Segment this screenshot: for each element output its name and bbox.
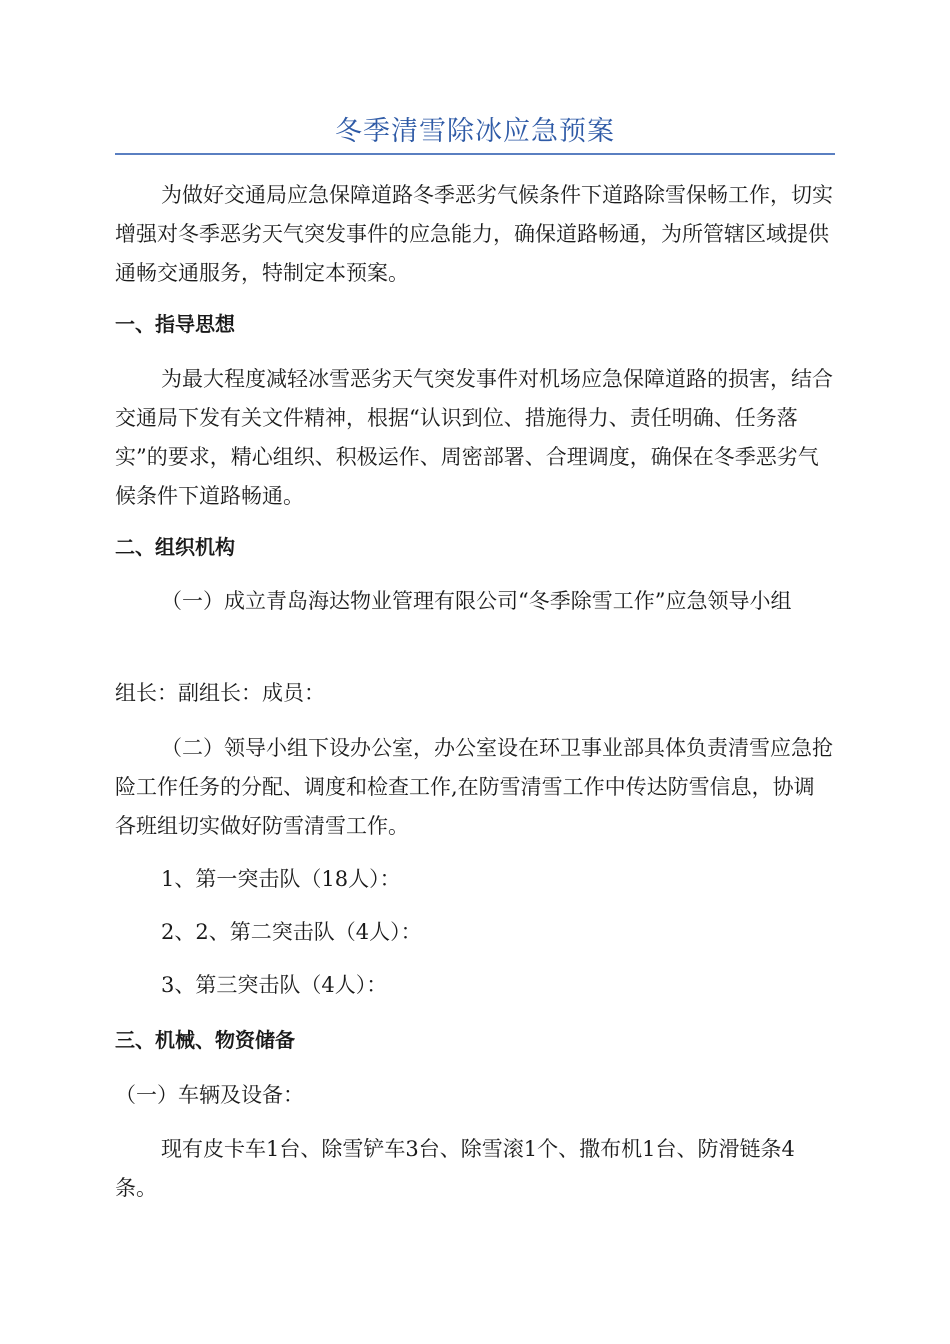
intro-paragraph: 为做好交通局应急保障道路冬季恶劣气候条件下道路除雪保畅工作，切实增强对冬季恶劣天气突发事件的应急能力，确保道路畅通，为所管辖区域提供通畅交通服务，特制定本预案。 — [115, 183, 833, 285]
section-1-heading: 一、指导思想 — [115, 312, 235, 336]
title-underline — [115, 153, 835, 155]
team-3: 3、第三突击队（4人）： — [161, 973, 388, 997]
section-2-item-1: （一）成立青岛海达物业管理有限公司“冬季除雪工作”应急领导小组 — [161, 589, 792, 613]
team-2: 2、2、第二突击队（4人）： — [161, 920, 422, 944]
section-2-heading: 二、组织机构 — [115, 535, 235, 559]
section-3-sub-1: （一）车辆及设备： — [115, 1083, 304, 1107]
section-2-members: 组长：副组长：成员： — [115, 681, 325, 705]
team-1: 1、第一突击队（18人）： — [161, 867, 401, 891]
document-page — [115, 0, 835, 1344]
section-3-heading: 三、机械、物资储备 — [115, 1028, 295, 1052]
section-1-paragraph: 为最大程度减轻冰雪恶劣天气突发事件对机场应急保障道路的损害，结合交通局下发有关文件精神，根据“认识到位、措施得力、责任明确、任务落实”的要求，精心组织、积极运作、周密部署、合理调度，确保在冬季恶劣气候条件下道路畅通。 — [115, 367, 833, 508]
document-title: 冬季清雪除冰应急预案 — [335, 116, 615, 147]
equipment-paragraph: 现有皮卡车1台、除雪铲车3台、除雪滚1个、撒布机1台、防滑链条4条。 — [115, 1137, 795, 1200]
section-2-item-2: （二）领导小组下设办公室，办公室设在环卫事业部具体负责清雪应急抢险工作任务的分配、调度和检查工作,在防雪清雪工作中传达防雪信息，协调各班组切实做好防雪清雪工作。 — [115, 736, 833, 838]
